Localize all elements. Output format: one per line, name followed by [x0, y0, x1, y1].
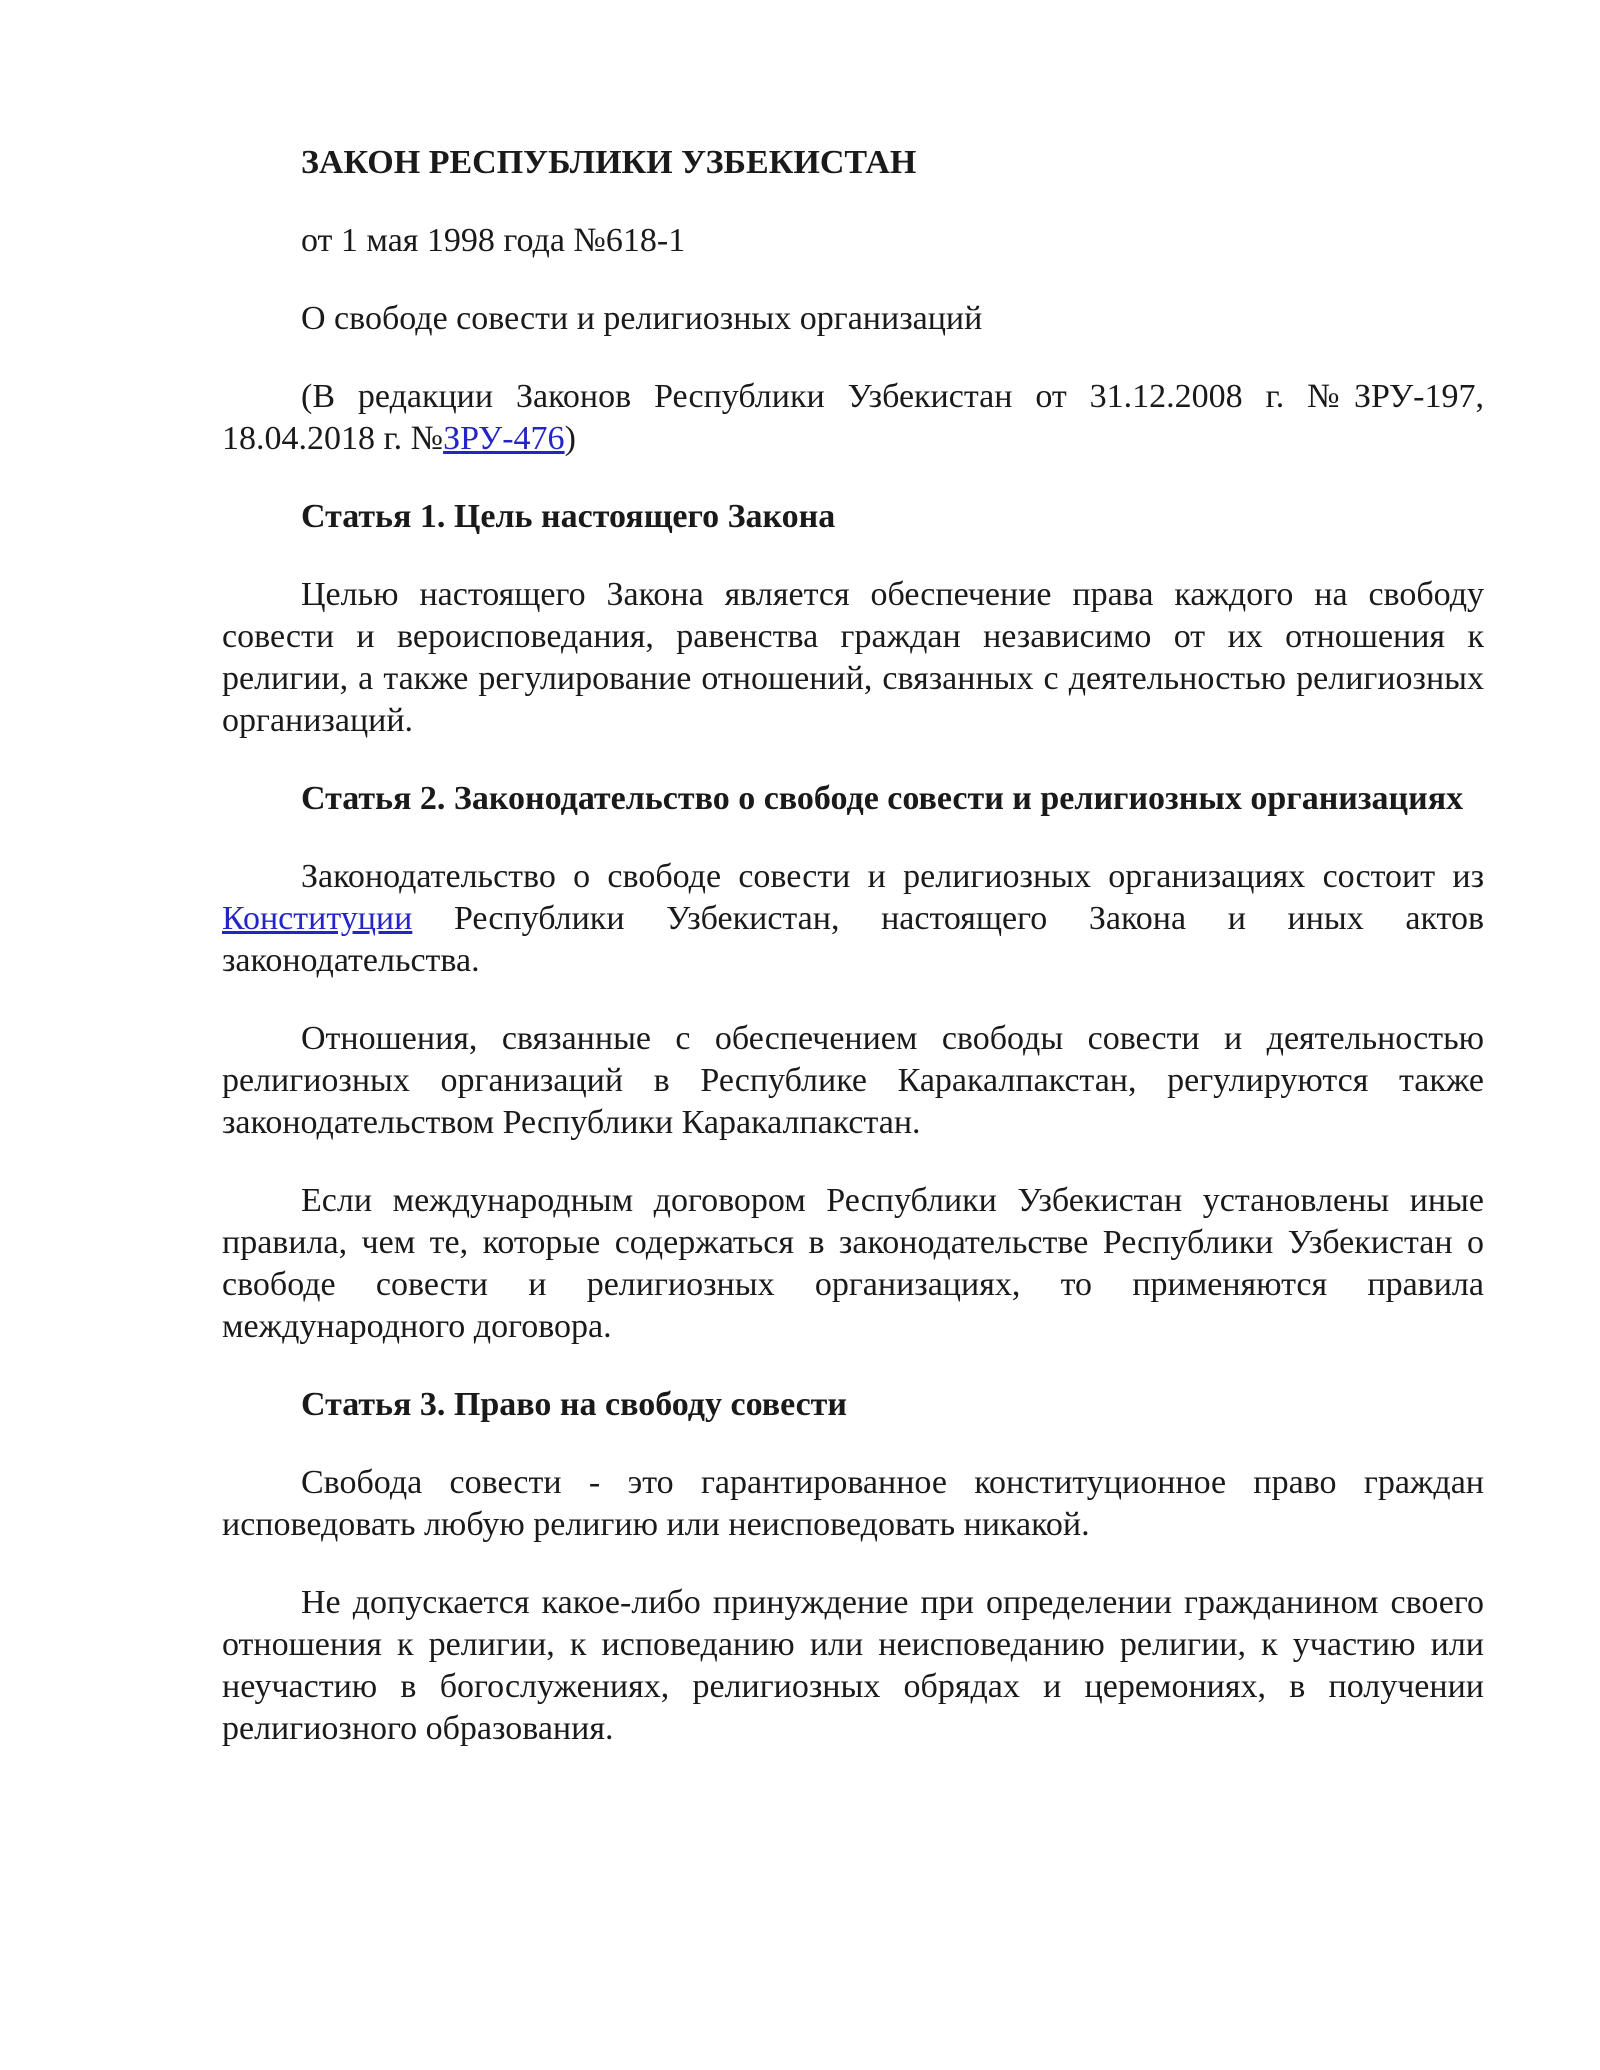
article-1-heading: Статья 1. Цель настоящего Закона — [301, 498, 836, 535]
law-subject: О свободе совести и религиозных организаций — [301, 300, 983, 337]
revision-link-zru-476[interactable]: ЗРУ-476 — [443, 420, 565, 457]
document-page — [222, 142, 1484, 1786]
article-2-heading: Статья 2. Законодательство о свободе совести и религиозных организациях — [301, 780, 1464, 817]
revision-suffix: ) — [564, 420, 576, 457]
article-2-paragraph-3: Если международным договором Республики Узбекистан установлены иные правила, чем те, которые содержаться в законодательстве Республики Узбекистан о свободе совести и религиозных организациях, то применяются правила международного договора. — [222, 1182, 1484, 1345]
article-1-paragraph-1: Целью настоящего Закона является обеспечение права каждого на свободу совести и вероисповедания, равенства граждан независимо от их отношения к религии, а также регулирование отношений, связанных с деятельностью религиозных организаций. — [222, 576, 1484, 739]
law-date-number: от 1 мая 1998 года №618-1 — [301, 222, 686, 259]
article-2-paragraph-2: Отношения, связанные с обеспечением свободы совести и деятельностью религиозных организаций в Республике Каракалпакстан, регулируются также законодательством Республики Каракалпакстан. — [222, 1020, 1484, 1141]
article-3-heading: Статья 3. Право на свободу совести — [301, 1386, 847, 1423]
constitution-link[interactable]: Конституции — [222, 900, 413, 937]
article-2-p1-suffix: Республики Узбекистан, настоящего Закона и иных актов законодательства. — [222, 900, 1484, 979]
article-3-paragraph-1: Свобода совести - это гарантированное конституционное право граждан исповедовать любую религию или неисповедовать никакой. — [222, 1464, 1484, 1543]
law-title: ЗАКОН РЕСПУБЛИКИ УЗБЕКИСТАН — [301, 144, 917, 181]
article-3-paragraph-2: Не допускается какое-либо принуждение при определении гражданином своего отношения к религии, к исповеданию или неисповеданию религии, к участию или неучастию в богослужениях, религиозных обрядах и церемониях, в получении религиозного образования. — [222, 1584, 1484, 1747]
article-2-p1-prefix: Законодательство о свободе совести и религиозных организациях состоит из — [301, 858, 1484, 895]
article-2-paragraph-1 — [222, 856, 1484, 982]
revision-prefix: (В редакции Законов Республики Узбекистан от 31.12.2008 г. №ЗРУ-197, 18.04.2018 г. № — [222, 378, 1484, 457]
revision-note — [222, 376, 1484, 460]
